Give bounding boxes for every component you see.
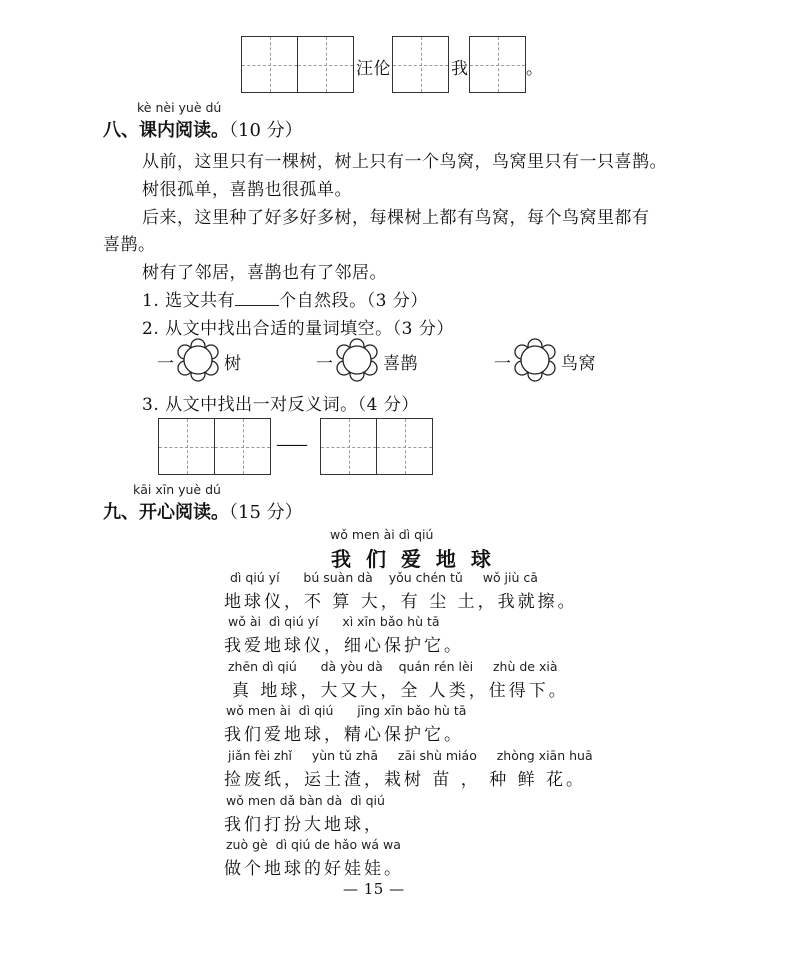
poem-line-3: 真 地球，大又大，全 人类，住得下。 [232,681,569,701]
word-wo: 我 [451,59,469,79]
section8-heading [103,116,303,142]
passage-line-4: 喜鹊。 [103,235,156,255]
page-number: — 15 — [343,880,405,898]
section9-heading [103,498,303,524]
poem-line-4: 我们爱地球，精心保护它。 [224,725,464,745]
passage-line-1: 从前，这里只有一棵树，树上只有一个鸟窝，鸟窝里只有一只喜鹊。 [142,152,667,172]
end-period: 。 [526,59,544,79]
answer-blank-1[interactable] [235,291,279,306]
question-2: 2. 从文中找出合适的量词填空。（3 分） [142,319,454,339]
poem-title-pinyin: wǒ men ài dì qiú [330,527,434,542]
question-1-before: 1. 选文共有 [142,291,236,311]
section9-pinyin: kāi xīn yuè dú [133,482,221,497]
flower-blank-1[interactable] [174,338,222,382]
writing-box-3[interactable] [469,36,526,93]
q2-word-2: 喜鹊 [383,354,418,374]
writing-box-1a[interactable] [241,36,298,93]
section8-title: 八、课内阅读。 [103,120,229,141]
passage-line-2: 树很孤单，喜鹊也很孤单。 [142,180,352,200]
question-1 [142,286,428,311]
question-3: 3. 从文中找出一对反义词。（4 分） [142,395,419,415]
section9-points: （15 分） [229,502,303,523]
q2-prefix-3: 一 [494,354,512,374]
poem-line-6: 我们打扮大地球， [224,815,384,835]
question-1-after: 个自然段。（3 分） [279,291,428,311]
section8-pinyin: kè nèi yuè dú [137,100,222,115]
poem-pinyin-5: jiǎn fèi zhǐ yùn tǔ zhā zāi shù miáo zhòng xiān huā [228,748,593,763]
q2-prefix-1: 一 [157,354,175,374]
poem-line-2: 我爱地球仪，细心保护它。 [224,636,464,656]
poem-pinyin-1: dì qiú yí bú suàn dà yǒu chén tǔ wǒ jiù cā [230,570,538,585]
poem-pinyin-3: zhēn dì qiú dà yòu dà quán rén lèi zhù de xià [228,659,558,674]
q2-word-3: 鸟窝 [561,354,596,374]
antonym-dash: —— [276,435,306,455]
writing-box-2[interactable] [392,36,449,93]
poem-pinyin-2: wǒ ài dì qiú yí xì xīn bǎo hù tā [228,614,440,629]
poem-line-7: 做个地球的好娃娃。 [224,859,404,879]
section8-points: （10 分） [229,120,303,141]
passage-line-5: 树有了邻居，喜鹊也有了邻居。 [142,263,387,283]
poem-pinyin-7: zuò gè dì qiú de hǎo wá wa [226,837,401,852]
antonym-box-1b[interactable] [214,418,271,475]
poem-pinyin-4: wǒ men ài dì qiú jīng xīn bǎo hù tā [226,703,467,718]
flower-blank-3[interactable] [511,338,559,382]
q2-prefix-2: 一 [316,354,334,374]
passage-line-3: 后来，这里种了好多好多树，每棵树上都有鸟窝，每个鸟窝里都有 [142,208,650,228]
antonym-box-2a[interactable] [320,418,377,475]
poem-pinyin-6: wǒ men dǎ bàn dà dì qiú [226,793,385,808]
poem-line-1: 地球仪，不 算 大，有 尘 土，我就擦。 [224,592,578,612]
antonym-box-2b[interactable] [376,418,433,475]
antonym-box-1a[interactable] [158,418,215,475]
flower-blank-2[interactable] [333,338,381,382]
word-wanglun: 汪伦 [356,59,391,79]
poem-line-5: 捡废纸，运土渣，栽树 苗 ， 种 鲜 花。 [224,770,587,790]
writing-box-1b[interactable] [297,36,354,93]
q2-word-1: 树 [224,354,242,374]
poem-title: 我 们 爱 地 球 [331,547,495,571]
section9-title: 九、开心阅读。 [103,502,229,523]
